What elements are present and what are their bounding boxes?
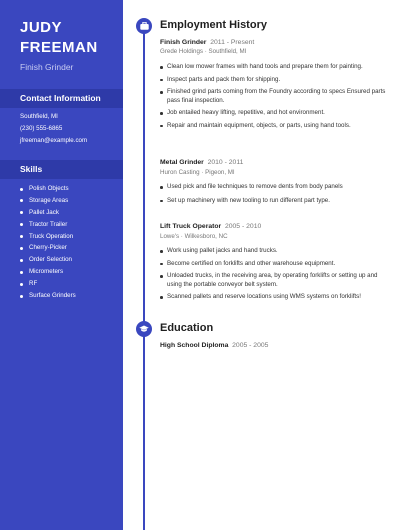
skill-item: Tractor Trailer bbox=[20, 219, 76, 231]
job-1-employer: Grede Holdings · Southfield, MI bbox=[160, 48, 247, 55]
job-3-bullets bbox=[160, 247, 390, 302]
job-2-dates: 2010 - 2011 bbox=[207, 159, 244, 166]
skill-item: Polish Objects bbox=[20, 183, 76, 195]
job-2-employer: Huron Casting · Pigeon, MI bbox=[160, 169, 235, 176]
job-3-location: Wilkesboro, NC bbox=[184, 233, 228, 240]
job-3-title: Lift Truck Operator bbox=[160, 223, 222, 230]
briefcase-icon bbox=[136, 18, 152, 34]
job-1-bullets bbox=[160, 63, 390, 130]
skill-item: Truck Operation bbox=[20, 231, 76, 243]
job-1-dates: 2011 - Present bbox=[210, 39, 255, 46]
list-item: Inspect parts and pack them for shipping. bbox=[160, 76, 390, 85]
list-item: Job entailed heavy lifting, repetitive, and hot environment. bbox=[160, 109, 390, 118]
job-1-header bbox=[160, 39, 254, 46]
education-dates: 2005 - 2005 bbox=[232, 342, 269, 349]
list-item: Finished grind parts coming from the Foundry according to specs Ensured parts pass final inspection. bbox=[160, 88, 390, 105]
name-last: FREEMAN bbox=[20, 39, 98, 56]
job-1-location: Southfield, MI bbox=[208, 48, 247, 55]
list-item: Scanned pallets and reserve locations using WMS systems on forklifts! bbox=[160, 293, 390, 302]
name-first: JUDY bbox=[20, 19, 63, 36]
timeline-line bbox=[143, 26, 145, 530]
skills-heading: Skills bbox=[0, 160, 123, 179]
skills-list bbox=[20, 183, 76, 302]
skill-item: Cherry-Picker bbox=[20, 242, 76, 254]
sidebar bbox=[0, 0, 123, 530]
list-item: Work using pallet jacks and hand trucks. bbox=[160, 247, 390, 256]
job-3-employer: Lowe's · Wilkesboro, NC bbox=[160, 233, 228, 240]
graduation-cap-icon bbox=[136, 321, 152, 337]
contact-heading: Contact Information bbox=[0, 89, 123, 108]
skill-item: Storage Areas bbox=[20, 195, 76, 207]
list-item: Used pick and file techniques to remove dents from body panels bbox=[160, 183, 390, 192]
contact-email[interactable]: jfreeman@example.com bbox=[20, 137, 88, 144]
job-1-company: Grede Holdings bbox=[160, 48, 203, 55]
skill-item: Surface Grinders bbox=[20, 290, 76, 302]
job-3-company: Lowe's bbox=[160, 233, 180, 240]
candidate-title: Finish Grinder bbox=[20, 62, 74, 72]
list-item: Clean low mower frames with hand tools and prepare them for painting. bbox=[160, 63, 390, 72]
job-2-location: Pigeon, MI bbox=[205, 169, 235, 176]
skill-item: Micrometers bbox=[20, 266, 76, 278]
list-item: Repair and maintain equipment, objects, or parts, using hand tools. bbox=[160, 122, 390, 131]
skill-item: Order Selection bbox=[20, 254, 76, 266]
job-2-bullets bbox=[160, 183, 390, 205]
candidate-name bbox=[20, 18, 120, 58]
education-entry bbox=[160, 342, 268, 349]
job-2-company: Huron Casting bbox=[160, 169, 200, 176]
employment-heading: Employment History bbox=[160, 19, 267, 31]
job-2-title: Metal Grinder bbox=[160, 159, 204, 166]
education-heading: Education bbox=[160, 322, 214, 334]
job-3-header bbox=[160, 223, 261, 230]
job-2-header bbox=[160, 159, 243, 166]
list-item: Become certified on forklifts and other warehouse equipment. bbox=[160, 260, 390, 269]
skill-item: Pallet Jack bbox=[20, 207, 76, 219]
contact-phone: (230) 555-6865 bbox=[20, 125, 63, 132]
list-item: Unloaded trucks, in the receiving area, by operating forklifts or setting up and using the portable conveyor belt system. bbox=[160, 272, 390, 289]
job-3-dates: 2005 - 2010 bbox=[224, 223, 262, 230]
education-degree: High School Diploma bbox=[160, 342, 229, 349]
job-1-title: Finish Grinder bbox=[160, 39, 207, 46]
contact-location: Southfield, MI bbox=[20, 113, 58, 120]
list-item: Set up machinery with new tooling to run different part type. bbox=[160, 197, 390, 206]
skill-item: RF bbox=[20, 278, 76, 290]
